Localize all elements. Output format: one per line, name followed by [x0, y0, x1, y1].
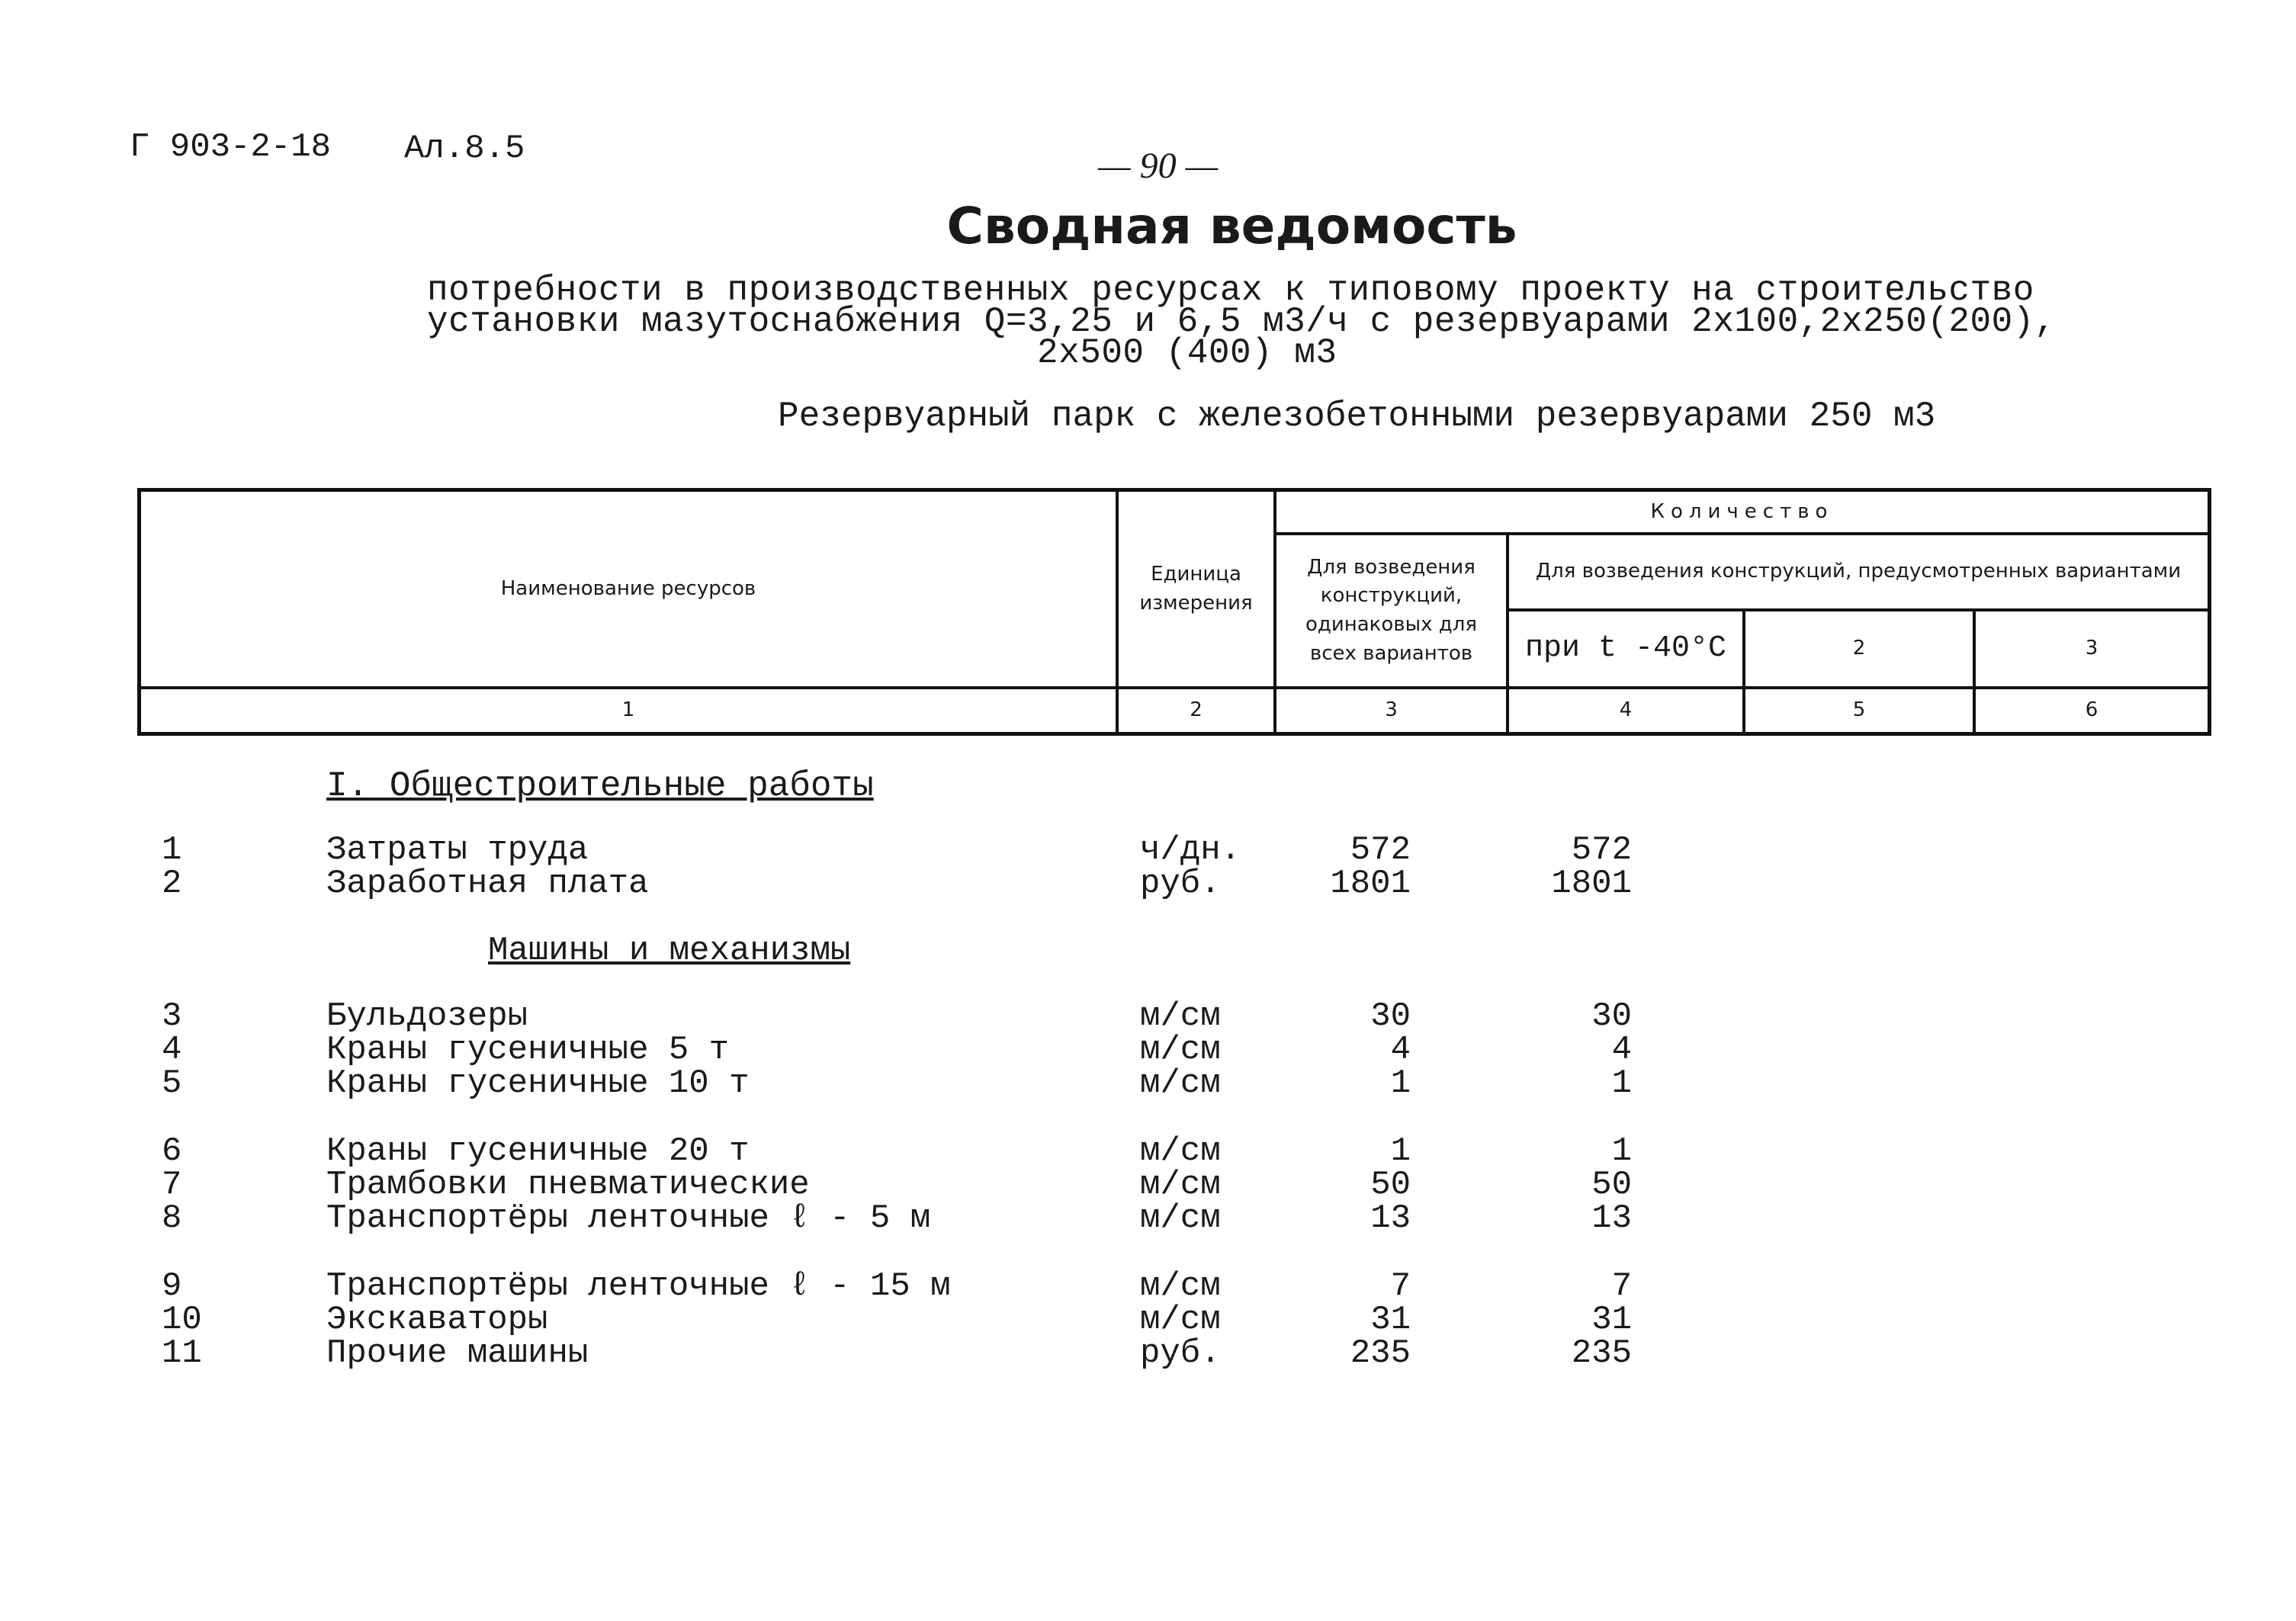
quantity-common: 1	[1390, 1064, 1411, 1103]
quantity-variant-1: 13	[1591, 1199, 1632, 1237]
row-number: 11	[162, 1334, 202, 1372]
column-number-1: 1	[621, 698, 635, 722]
quantity-variant-1: 31	[1591, 1301, 1632, 1339]
page-number: — 90 —	[1098, 146, 1219, 186]
quantity-variant-1: 1	[1611, 1132, 1632, 1170]
column-header-variant-2: 2	[1852, 637, 1866, 660]
group-heading-general: I. Общестроительные работы	[326, 766, 874, 806]
column-number-4: 4	[1619, 698, 1633, 722]
resource-unit: м/см	[1140, 1064, 1221, 1103]
sheet-reference: Ал.8.5	[404, 130, 525, 168]
column-header-variant-3: 3	[2085, 637, 2099, 660]
resource-name: Краны гусеничные 20 т	[326, 1132, 750, 1170]
resource-unit: м/см	[1140, 1031, 1221, 1069]
quantity-variant-1: 572	[1571, 831, 1632, 869]
column-number-3: 3	[1385, 698, 1398, 722]
resource-name: Экскаваторы	[326, 1301, 548, 1339]
resource-name: Прочие машины	[326, 1334, 589, 1372]
resource-unit: м/см	[1140, 1166, 1221, 1204]
column-header-name: Наименование ресурсов	[500, 576, 756, 600]
resource-unit: м/см	[1140, 1301, 1221, 1339]
quantity-variant-1: 30	[1591, 997, 1632, 1035]
quantity-common: 31	[1370, 1301, 1411, 1339]
quantity-common: 30	[1370, 997, 1411, 1035]
quantity-variant-1: 1801	[1551, 865, 1632, 903]
row-number: 8	[162, 1199, 182, 1237]
resource-name: Заработная плата	[326, 865, 649, 903]
quantity-common: 1801	[1330, 865, 1411, 903]
quantity-common: 1	[1390, 1132, 1411, 1170]
row-number: 4	[162, 1031, 182, 1069]
column-number-6: 6	[2085, 698, 2099, 722]
quantity-common: 7	[1390, 1267, 1411, 1305]
row-number: 2	[162, 865, 182, 903]
quantity-variant-1: 1	[1611, 1064, 1632, 1103]
subtitle-line-1: потребности в производственных ресурсах к типовому проекту на строительство	[427, 271, 2034, 310]
row-number: 6	[162, 1132, 182, 1170]
row-number: 1	[162, 831, 182, 869]
quantity-common: 4	[1390, 1031, 1411, 1069]
resource-name: Краны гусеничные 5 т	[326, 1031, 730, 1069]
subtitle-line-2: установки мазутоснабжения Q=3,25 и 6,5 м3/ч с резервуарами 2х100,2х250(200),	[427, 302, 2056, 342]
row-number: 9	[162, 1267, 182, 1305]
resource-name: Транспортёры ленточные ℓ - 15 м	[326, 1267, 951, 1305]
resource-name: Затраты труда	[326, 831, 589, 869]
quantity-variant-1: 50	[1591, 1166, 1632, 1204]
document-code: Г 903-2-18	[130, 128, 332, 166]
resource-unit: м/см	[1140, 1132, 1221, 1170]
row-number: 3	[162, 997, 182, 1035]
row-number: 5	[162, 1064, 182, 1103]
quantity-common: 13	[1370, 1199, 1411, 1237]
column-header-variant-1: при t -40°C	[1524, 631, 1727, 666]
column-header-unit: Единица измерения	[1139, 562, 1253, 615]
column-number-5: 5	[1852, 698, 1866, 722]
resource-unit: м/см	[1140, 1199, 1221, 1237]
quantity-variant-1: 4	[1611, 1031, 1632, 1069]
resource-name: Краны гусеничные 10 т	[326, 1064, 750, 1103]
row-number: 7	[162, 1166, 182, 1204]
table-header	[137, 488, 2211, 736]
quantity-common: 50	[1370, 1166, 1411, 1204]
resource-unit: м/см	[1140, 997, 1221, 1035]
section-heading: Резервуарный парк с железобетонными резервуарами 250 м3	[778, 396, 1936, 436]
resource-unit: руб.	[1140, 865, 1221, 903]
resource-unit: руб.	[1140, 1334, 1221, 1372]
column-header-variants: Для возведения конструкций, предусмотренных вариантами	[1535, 560, 2182, 583]
resource-unit: ч/дн.	[1140, 831, 1241, 869]
column-number-2: 2	[1190, 698, 1203, 722]
quantity-variant-1: 7	[1611, 1267, 1632, 1305]
document-title: Сводная ведомость	[946, 197, 1517, 255]
group-heading-machines: Машины и механизмы	[488, 932, 851, 970]
column-header-common: Для возведения конструкций, одинаковых для всех вариантов	[1305, 555, 1478, 665]
resource-name: Бульдозеры	[326, 997, 528, 1035]
column-header-quantity: Количество	[1650, 499, 1834, 523]
quantity-common: 235	[1350, 1334, 1411, 1372]
quantity-variant-1: 235	[1571, 1334, 1632, 1372]
subtitle-line-3: 2х500 (400) м3	[1037, 333, 1337, 373]
quantity-common: 572	[1350, 831, 1411, 869]
resource-name: Трамбовки пневматические	[326, 1166, 810, 1204]
row-number: 10	[162, 1301, 202, 1339]
resource-unit: м/см	[1140, 1267, 1221, 1305]
resource-name: Транспортёры ленточные ℓ - 5 м	[326, 1199, 931, 1237]
